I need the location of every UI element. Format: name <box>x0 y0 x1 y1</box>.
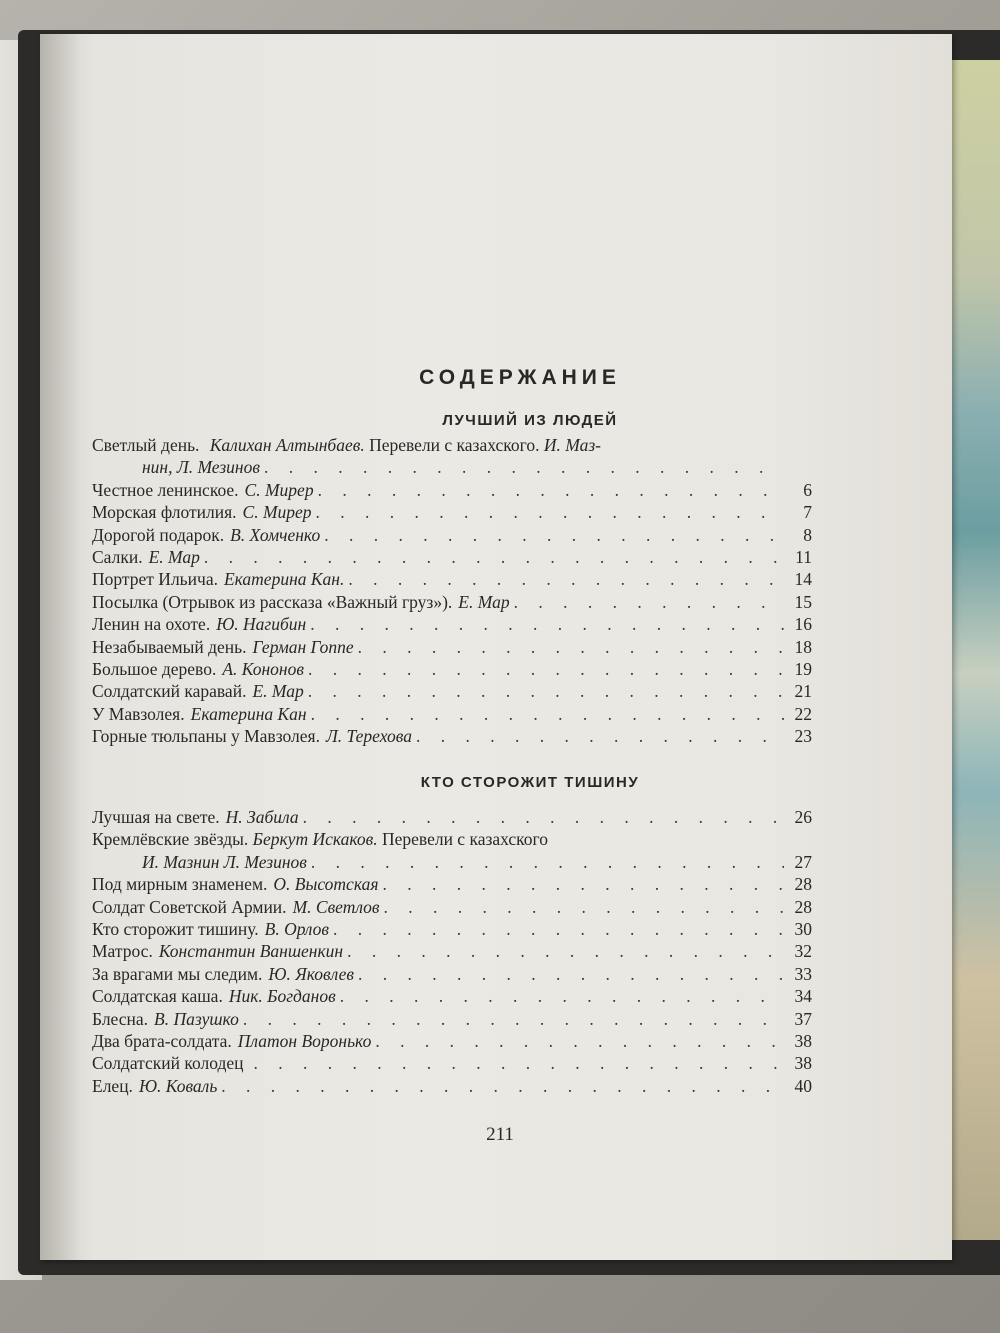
toc-entry <box>92 524 812 546</box>
entry-author: Е. Мар <box>252 681 304 702</box>
toc-entry <box>92 636 812 658</box>
entry-page: 7 <box>803 502 812 523</box>
entry-author: М. Светлов <box>292 896 380 917</box>
facing-page-illustration <box>952 60 1000 1240</box>
entry-author: Герман Гоппе <box>252 636 354 657</box>
entry-author: О. Высотская <box>273 874 379 895</box>
entry-title: Елец. <box>92 1075 133 1096</box>
entry-page: 11 <box>795 547 812 568</box>
entry-author: Константин Ваншенкин <box>158 941 344 962</box>
leader-dots <box>308 658 784 680</box>
entry-author: Екатерина Кан. <box>223 569 345 590</box>
entry-title: Кто сторожит тишину. <box>92 919 259 940</box>
page-number: 211 <box>486 1124 514 1145</box>
toc-entry <box>92 828 812 873</box>
entry-title: Матрос. <box>92 941 153 962</box>
entry-title: Солдатский колодец <box>92 1053 244 1074</box>
entry-translator: нин, Л. Мезинов <box>142 457 260 478</box>
leader-dots <box>308 680 784 702</box>
leader-dots <box>316 501 784 523</box>
entry-page: 38 <box>794 1053 812 1074</box>
entry-title: Незабываемый день. <box>92 636 247 657</box>
toc-section-2 <box>92 806 812 1097</box>
entry-title: Честное ленинское. <box>92 479 239 500</box>
entry-author: Платон Воронько <box>237 1031 372 1052</box>
entry-title: Под мирным знаменем. <box>92 874 268 895</box>
leader-dots <box>384 896 784 918</box>
toc-entry <box>92 918 812 940</box>
toc-entry <box>92 806 812 828</box>
toc-section-1 <box>92 434 812 748</box>
entry-page: 23 <box>794 726 812 747</box>
leader-dots <box>348 568 784 590</box>
entry-author: Н. Забила <box>225 807 299 827</box>
entry-title: Большое дерево. <box>92 659 217 680</box>
entry-page: 19 <box>794 659 812 680</box>
entry-author: Екатерина Кан <box>190 703 307 724</box>
entry-author: Л. Терехова <box>325 726 413 747</box>
toc-entry <box>92 940 812 962</box>
entry-title: Ленин на охоте. <box>92 614 211 635</box>
leader-dots <box>358 636 784 658</box>
leader-dots <box>416 725 784 747</box>
entry-author: Калихан Алтынбаев. <box>209 435 365 455</box>
section-heading: ЛУЧШИЙ ИЗ ЛЮДЕЙ <box>442 412 618 429</box>
entry-author: Е. Мар <box>458 591 510 612</box>
entry-title: Блесна. <box>92 1008 149 1029</box>
entry-title: Солдатский каравай. <box>92 681 247 702</box>
entry-page: 8 <box>803 524 812 545</box>
entry-title: Лучшая на свете. <box>92 807 220 827</box>
entry-author: В. Пазушко <box>154 1008 239 1029</box>
toc-entry <box>92 703 812 725</box>
entry-note: Перевели с казахского <box>377 829 549 850</box>
toc-entry <box>92 479 812 501</box>
toc-entry <box>92 613 812 635</box>
leader-dots <box>347 940 784 962</box>
toc-entry <box>92 658 812 680</box>
entry-title: Горные тюльпаны у Мавзолея. <box>92 726 320 747</box>
entry-page: 34 <box>794 986 812 1007</box>
section-heading: КТО СТОРОЖИТ ТИШИНУ <box>420 774 640 791</box>
entry-page: 40 <box>794 1075 812 1096</box>
leader-dots <box>382 873 784 895</box>
leader-dots <box>311 703 784 725</box>
entry-author: Ник. Богданов <box>228 986 336 1007</box>
leader-dots <box>303 806 784 828</box>
toc-entry <box>92 873 812 895</box>
entry-page: 27 <box>794 851 812 872</box>
entry-author: Беркут Искаков. <box>252 829 378 850</box>
toc-entry <box>92 546 812 568</box>
entry-page: 33 <box>794 963 812 984</box>
leader-dots <box>375 1030 784 1052</box>
entry-title: Дорогой подарок. <box>92 524 225 545</box>
entry-page: 38 <box>794 1031 812 1052</box>
leader-dots <box>243 1008 784 1030</box>
leader-dots <box>311 851 784 873</box>
toc-entry <box>92 725 812 747</box>
leader-dots <box>221 1075 784 1097</box>
entry-title: У Мавзолея. <box>92 703 185 724</box>
entry-title: Портрет Ильича. <box>92 569 218 590</box>
toc-entry <box>92 963 812 985</box>
leader-dots <box>514 591 784 613</box>
entry-page: 22 <box>794 703 812 724</box>
entry-page: 15 <box>794 591 812 612</box>
toc-entry <box>92 1008 812 1030</box>
leader-dots <box>318 479 784 501</box>
toc-entry <box>92 568 812 590</box>
entry-note: Перевели с казахского. <box>364 435 544 455</box>
toc-entry <box>92 1052 812 1074</box>
leader-dots <box>310 613 784 635</box>
entry-title: Салки. <box>92 547 143 568</box>
entry-author: Е. Мар <box>148 547 200 568</box>
leader-dots <box>358 963 784 985</box>
entry-title: Посылка (Отрывок из рассказа «Важный груз»). <box>92 591 453 612</box>
entry-title: Кремлёвские звёзды. <box>92 829 249 850</box>
toc-entry <box>92 591 812 613</box>
entry-page: 16 <box>794 614 812 635</box>
page-gutter-shadow <box>40 34 80 1260</box>
entry-author: Ю. Яковлев <box>268 963 355 984</box>
leader-dots <box>264 456 784 478</box>
entry-author: С. Мирер <box>242 502 312 523</box>
entry-page: 26 <box>794 807 812 827</box>
entry-author: В. Хомченко <box>230 524 321 545</box>
entry-page: 37 <box>794 1008 812 1029</box>
entry-title: Солдатская каша. <box>92 986 223 1007</box>
entry-author: Ю. Нагибин <box>216 614 307 635</box>
entry-page: 21 <box>794 681 812 702</box>
toc-entry <box>92 1075 812 1097</box>
entry-title: Два брата-солдата. <box>92 1031 232 1052</box>
entry-translator: И. Мазнин Л. Мезинов <box>142 851 307 872</box>
entry-translator: И. Маз- <box>543 435 601 455</box>
entry-title: За врагами мы следим. <box>92 963 263 984</box>
entry-author: В. Орлов <box>264 919 329 940</box>
entry-title: Морская флотилия. <box>92 502 237 523</box>
toc-entry <box>92 1030 812 1052</box>
entry-page: 28 <box>794 874 812 895</box>
leader-dots <box>254 1052 784 1074</box>
entry-page: 32 <box>794 941 812 962</box>
entry-author: А. Кононов <box>222 659 304 680</box>
toc-entry <box>92 985 812 1007</box>
entry-page: 6 <box>803 479 812 500</box>
leader-dots <box>204 546 784 568</box>
contents-title: СОДЕРЖАНИЕ <box>419 366 621 389</box>
leader-dots <box>333 918 784 940</box>
toc-entry <box>92 434 812 479</box>
entry-page: 18 <box>794 636 812 657</box>
entry-title: Светлый день. <box>92 435 200 455</box>
entry-author: Ю. Коваль <box>138 1075 218 1096</box>
entry-page: 28 <box>794 896 812 917</box>
entry-page: 30 <box>794 919 812 940</box>
toc-entry <box>92 896 812 918</box>
toc-entry <box>92 680 812 702</box>
entry-title: Солдат Советской Армии. <box>92 896 287 917</box>
entry-page: 14 <box>794 569 812 590</box>
toc-entry <box>92 501 812 523</box>
entry-author: С. Мирер <box>244 479 314 500</box>
leader-dots <box>324 524 784 546</box>
leader-dots <box>340 985 784 1007</box>
